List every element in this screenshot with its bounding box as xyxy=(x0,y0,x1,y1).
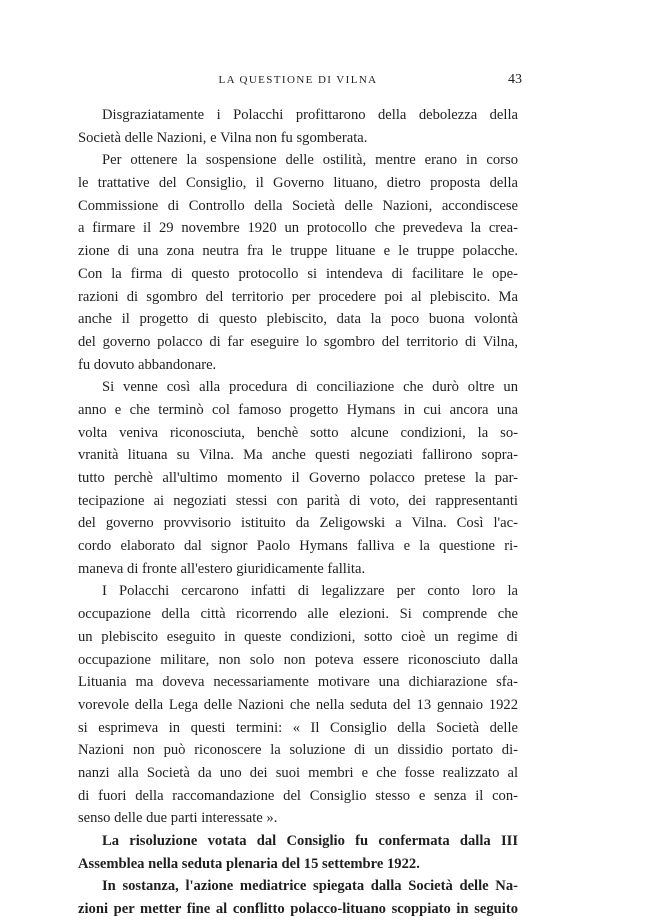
text-line: nanzi alla Società da uno dei suoi membri e che fosse realizzato al xyxy=(78,764,518,781)
running-header xyxy=(78,72,522,94)
text-line: Disgraziatamente i Polacchi profittarono della debolezza della xyxy=(102,107,518,123)
text-line: In sostanza, l'azione mediatrice spiegata dalla Società delle Na- xyxy=(102,878,518,895)
text-line: razioni di sgombro del territorio per procedere poi al plebiscito. Ma xyxy=(78,288,518,305)
text-line: maneva di fronte all'estero giuridicamente fallita. xyxy=(78,560,366,577)
text-line: Lituania ma doveva necessariamente motivare una dichiarazione sfa- xyxy=(78,674,518,691)
text-line: fu dovuto abbandonare. xyxy=(78,356,217,373)
text-line: occupazione militare, non solo non poteva essere riconosciuto dalla xyxy=(78,651,518,668)
text-line: cordo elaborato dal signor Paolo Hymans falliva e la questione ri- xyxy=(78,538,518,555)
text-line: volta veniva riconosciuta, benchè sotto alcune condizioni, la so- xyxy=(78,424,518,441)
text-line: Società delle Nazioni, e Vilna non fu sgomberata. xyxy=(78,129,368,146)
body-text xyxy=(78,104,518,921)
text-line: Assemblea nella seduta plenaria del 15 settembre 1922. xyxy=(78,855,420,872)
text-line: vorevole della Lega delle Nazioni che nella seduta del 13 gennaio 1922 xyxy=(78,696,518,713)
text-line: anche il progetto di questo plebiscito, data la poco buona volontà xyxy=(78,311,518,328)
running-title: LA QUESTIONE DI VILNA xyxy=(218,74,378,86)
text-line: del governo polacco di far eseguire lo sgombro del territorio di Vilna, xyxy=(78,333,518,350)
text-line: del governo provvisorio istituito da Zeligowski a Vilna. Così l'ac- xyxy=(78,515,518,532)
text-line: zione di una zona neutra fra le truppe lituane e le truppe polacche. xyxy=(78,243,518,260)
text-line: tutto perchè all'ultimo momento il Governo polacco pretese la par- xyxy=(78,470,518,486)
text-line: Commissione di Controllo della Società delle Nazioni, accondiscese xyxy=(78,197,518,214)
text-line: La risoluzione votata dal Consiglio fu confermata dalla III xyxy=(102,833,518,849)
text-line: Si venne così alla procedura di conciliazione che durò oltre un xyxy=(102,379,518,396)
text-line: un plebiscito eseguito in queste condizioni, sotto cioè un regime di xyxy=(78,628,518,645)
text-line: si esprimeva in questi termini: « Il Consiglio della Società delle xyxy=(78,719,518,736)
text-line: vranità lituana su Vilna. Ma anche questi negoziati fallirono sopra- xyxy=(78,447,518,464)
text-line: anno e che terminò col famoso progetto Hymans in cui ancora una xyxy=(78,401,518,418)
text-line: a firmare il 29 novembre 1920 un protocollo che prevedeva la crea- xyxy=(78,220,518,237)
text-line: Per ottenere la sospensione delle ostilità, mentre erano in corso xyxy=(102,152,518,169)
text-line: occupazione della città ricorrendo alle elezioni. Si comprende che xyxy=(78,606,518,623)
text-line: Con la firma di questo protocollo si intendeva di facilitare le ope- xyxy=(78,265,518,282)
text-line: zioni per metter fine al conflitto polacco-lituano scoppiato in seguito xyxy=(78,901,518,918)
text-line: senso delle due parti interessate ». xyxy=(78,810,278,827)
text-line: I Polacchi cercarono infatti di legalizzare per conto loro la xyxy=(102,583,518,600)
page-number: 43 xyxy=(508,72,522,87)
text-line: Nazioni non può riconoscere la soluzione di un dissidio portato di- xyxy=(78,742,518,759)
text-line: di fuori della raccomandazione del Consiglio stesso e senza il con- xyxy=(78,787,518,804)
text-line: tecipazione ai negoziati stessi con parità di voto, dei rappresentanti xyxy=(78,492,518,509)
text-line: le trattative del Consiglio, il Governo lituano, dietro proposta della xyxy=(78,175,518,192)
